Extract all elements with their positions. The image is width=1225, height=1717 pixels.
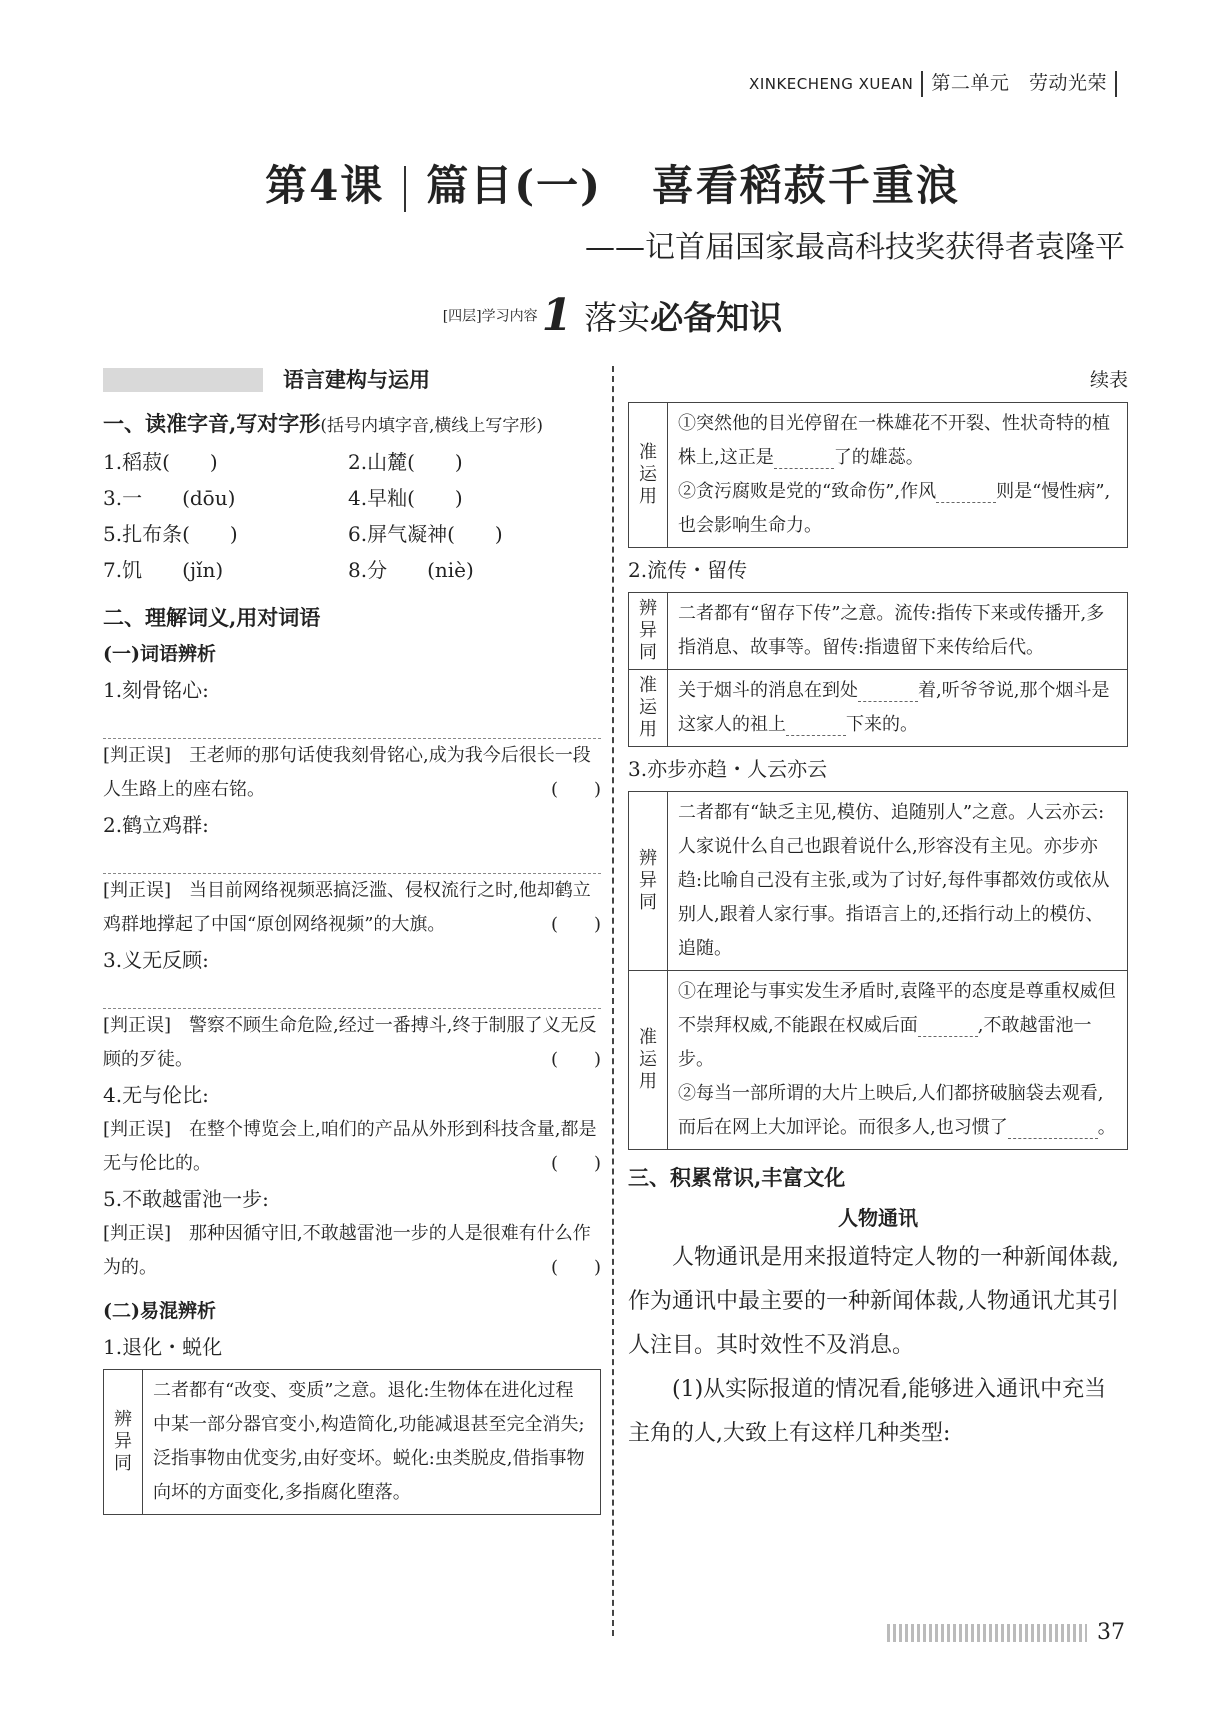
q1-item: 2.山麓( )	[348, 450, 463, 474]
word-item	[103, 672, 601, 807]
left-column	[103, 362, 601, 1519]
pair3-title: 3.亦步亦趋・人云亦云	[628, 757, 828, 781]
blank[interactable]	[936, 482, 996, 503]
blank[interactable]	[786, 715, 846, 736]
section-heading	[0, 290, 1225, 341]
box-side-label: 准运用	[639, 675, 657, 740]
unit-name: 第二单元	[931, 72, 1010, 94]
column-divider	[612, 366, 614, 1636]
word-item	[103, 1077, 601, 1181]
blank[interactable]	[858, 681, 918, 702]
q3-title: 三、积累常识,丰富文化	[628, 1165, 846, 1190]
box-text: 下来的。	[846, 714, 918, 735]
lesson-title	[0, 153, 1225, 213]
box-text: ,不敢越雷池一步。	[678, 1015, 1092, 1070]
q2-sub2: (二)易混辨析	[103, 1300, 216, 1322]
word-label: 2.鹤立鸡群:	[103, 813, 209, 837]
word-label: 3.义无反顾:	[103, 948, 209, 972]
q3-subtitle: 人物通讯	[838, 1206, 918, 1230]
q1-title: 一、读准字音,写对字形(括号内填字音,横线上写字形)	[103, 411, 543, 436]
paragraph: (1)从实际报道的情况看,能够进入通讯中充当主角的人,大致上有这样几种类型:	[628, 1377, 1107, 1446]
box-side-label: 辨异同	[639, 598, 657, 663]
judge-text: [判正误] 王老师的那句话使我刻骨铭心,成为我今后很长一段人生路上的座右铭。	[103, 745, 591, 800]
section-text: 落实	[584, 298, 651, 337]
judge-text: [判正误] 在整个博览会上,咱们的产品从外形到科技含量,都是无与伦比的。	[103, 1119, 597, 1174]
q1-item: 7.饥 (jǐn)	[103, 558, 224, 582]
box-text: 二者都有“留存下传”之意。流传:指传下来或传播开,多指消息、故事等。留传:指遗留下来传给后代。	[678, 603, 1105, 658]
unit-theme: 劳动光荣	[1028, 72, 1107, 94]
continued-label: 续表	[1089, 369, 1128, 391]
box-side-label: 准运用	[639, 442, 657, 507]
box-text: 着,听爷爷说,那个烟斗是这家人的祖上	[678, 680, 1110, 735]
paragraph: 人物通讯是用来报道特定人物的一种新闻体裁,作为通讯中最主要的一种新闻体裁,人物通讯尤其引人注目。其时效性不及消息。	[628, 1245, 1119, 1358]
page-footer	[887, 1620, 1125, 1645]
word-label: 4.无与伦比:	[103, 1083, 209, 1107]
block-title: 语言建构与运用	[283, 367, 430, 392]
box1	[628, 402, 1128, 548]
word-item	[103, 807, 601, 942]
box-text: 二者都有“缺乏主见,模仿、追随别人”之意。人云亦云:人家说什么自己也跟着说什么,形容没有主见。亦步亦趋:比喻自己没有主张,或为了讨好,每件事都效仿或依从别人,跟着人家行事。指语言上的,还指行动上的模仿、追随。	[678, 802, 1110, 959]
lesson-subtitle: ——记首届国家最高科技奖获得者袁隆平	[585, 230, 1125, 265]
box-side-label: 准运用	[639, 1027, 657, 1092]
box-side-label: 辨异同	[114, 1409, 132, 1474]
lesson-name: 喜看稻菽千重浪	[651, 161, 960, 210]
answer-line[interactable]	[103, 708, 601, 739]
box-text: 关于烟斗的消息在到处	[678, 680, 858, 701]
section-number: 1	[541, 290, 573, 341]
answer-paren[interactable]: ( )	[550, 1049, 601, 1070]
q1-item: 6.屏气凝神( )	[348, 522, 503, 546]
blank[interactable]	[918, 1016, 978, 1037]
q1-item: 1.稻菽( )	[103, 450, 218, 474]
section-tag: [四层]学习内容	[442, 308, 538, 325]
q2-sub1: (一)词语辨析	[103, 643, 216, 665]
pair2-title: 2.流传・留传	[628, 558, 748, 582]
gray-bar	[103, 368, 263, 392]
box-text: ①突然他的目光停留在一株雄花不开裂、性状奇特的植株上,这正是	[678, 413, 1110, 468]
box-text: 二者都有“改变、变质”之意。退化:生物体在进化过程中某一部分器官变小,构造简化,功能减退甚至完全消失;泛指事物由优变劣,由好变坏。蜕化:虫类脱皮,借指事物向坏的方面变化,多指腐化堕落。	[153, 1380, 585, 1503]
judge-text: [判正误] 那种因循守旧,不敢越雷池一步的人是很难有什么作为的。	[103, 1223, 591, 1278]
blank[interactable]	[1008, 1118, 1098, 1139]
box-text: 。	[1097, 1117, 1116, 1138]
q1-item: 3.一 (dōu)	[103, 486, 236, 510]
running-header	[749, 68, 1125, 97]
answer-paren[interactable]: ( )	[550, 914, 601, 935]
word-label: 5.不敢越雷池一步:	[103, 1187, 269, 1211]
page-number: 37	[1097, 1620, 1125, 1645]
pair1-box	[103, 1369, 601, 1515]
box-text: ②贪污腐败是党的“致命伤”,作风	[678, 481, 937, 502]
box-side-label: 辨异同	[639, 848, 657, 913]
q1-item: 5.扎布条( )	[103, 522, 238, 546]
box-text: 了的雄蕊。	[833, 447, 924, 468]
footer-stripe	[887, 1624, 1087, 1642]
section-text-bold: 必备知识	[650, 298, 783, 337]
answer-line[interactable]	[103, 843, 601, 874]
judge-text: [判正误] 当目前网络视频恶搞泛滥、侵权流行之时,他却鹤立鸡群地撑起了中国“原创网络视频”的大旗。	[103, 880, 591, 935]
word-label: 1.刻骨铭心:	[103, 678, 209, 702]
box-text: ②每当一部所谓的大片上映后,人们都挤破脑袋去观看,而后在网上大加评论。而很多人,也习惯了	[678, 1083, 1104, 1138]
q2-title: 二、理解词义,用对词语	[103, 605, 321, 630]
series-name: XINKECHENG XUEAN	[749, 75, 914, 93]
blank[interactable]	[774, 448, 834, 469]
pair1-title: 1.退化・蜕化	[103, 1335, 223, 1359]
pair3-box	[628, 791, 1128, 1150]
q1-item: 8.分 (niè)	[348, 558, 474, 582]
lesson-part: 篇目(一)	[426, 161, 603, 210]
answer-paren[interactable]: ( )	[550, 1153, 601, 1174]
right-column	[628, 362, 1128, 1456]
pair2-box	[628, 592, 1128, 747]
word-item	[103, 1181, 601, 1285]
judge-text: [判正误] 警察不顾生命危险,经过一番搏斗,终于制服了义无反顾的歹徒。	[103, 1015, 597, 1070]
lesson-number: 第4课	[265, 161, 385, 210]
box-text: 则是“慢性病”,也会影响生命力。	[678, 481, 1111, 536]
box-text: ①在理论与事实发生矛盾时,袁隆平的态度是尊重权威但不崇拜权威,不能跟在权威后面	[678, 981, 1116, 1036]
answer-paren[interactable]: ( )	[550, 779, 601, 800]
word-item	[103, 942, 601, 1077]
q1-item: 4.早籼( )	[348, 486, 463, 510]
answer-line[interactable]	[103, 978, 601, 1009]
answer-paren[interactable]: ( )	[550, 1257, 601, 1278]
